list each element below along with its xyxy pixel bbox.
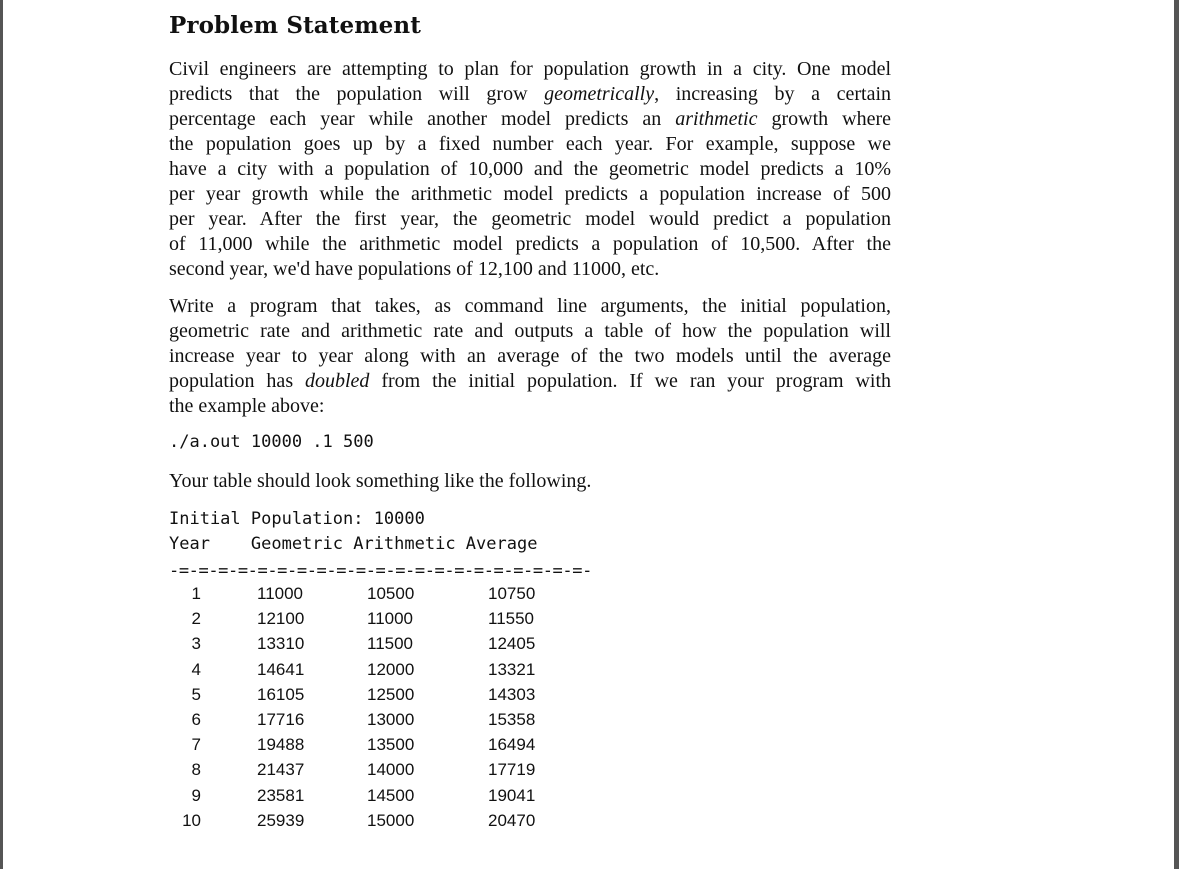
- geometric-cell: 19488: [257, 735, 305, 755]
- geometric-cell: 12100: [257, 609, 305, 629]
- geometric-cell: 25939: [257, 810, 305, 830]
- paragraph-line: the population goes up by a fixed number each year. For example, suppose we: [169, 133, 891, 155]
- paragraph-line: per year growth while the arithmetic model predicts a population increase of 500: [169, 183, 891, 205]
- arithmetic-cell: 14000: [367, 760, 415, 780]
- year-cell: 6: [191, 709, 201, 729]
- average-cell: 12405: [488, 634, 536, 654]
- average-cell: 13321: [488, 659, 536, 679]
- command-example: ./a.out 10000 .1 500: [169, 432, 374, 452]
- arithmetic-cell: 15000: [367, 810, 415, 830]
- year-cell: 2: [191, 609, 201, 629]
- paragraph-line: population has doubled from the initial population. If we ran your program with: [169, 370, 891, 392]
- year-cell: 10: [182, 810, 201, 830]
- average-cell: 19041: [488, 785, 536, 805]
- geometric-cell: 21437: [257, 760, 305, 780]
- average-cell: 17719: [488, 760, 536, 780]
- arithmetic-cell: 11500: [367, 634, 414, 654]
- geometric-cell: 16105: [257, 684, 305, 704]
- average-cell: 15358: [488, 709, 536, 729]
- paragraph-line: Write a program that takes, as command line arguments, the initial population,: [169, 295, 891, 317]
- year-cell: 9: [191, 785, 201, 805]
- paragraph-line: Civil engineers are attempting to plan for population growth in a city. One model: [169, 58, 891, 80]
- geometric-cell: 13310: [257, 634, 305, 654]
- table-header: Year Geometric Arithmetic Average: [169, 534, 538, 554]
- paragraph-line: predicts that the population will grow geometrically, increasing by a certain: [169, 83, 892, 105]
- year-cell: 5: [191, 684, 201, 704]
- average-cell: 11550: [488, 609, 535, 629]
- year-cell: 1: [191, 584, 201, 603]
- paragraph-line: the example above:: [169, 395, 325, 417]
- paragraph-line: increase year to year along with an average of the two models until the average: [169, 345, 891, 367]
- geometric-cell: 17716: [257, 709, 305, 729]
- page-title: Problem Statement: [169, 12, 421, 39]
- paragraph-line: geometric rate and arithmetic rate and outputs a table of how the population will: [169, 320, 891, 342]
- average-cell: 14303: [488, 684, 536, 704]
- geometric-cell: 14641: [257, 659, 305, 679]
- paragraph-problem-description: [169, 57, 891, 282]
- arithmetic-cell: 12500: [367, 684, 415, 704]
- geometric-cell: 23581: [257, 785, 305, 805]
- paragraph-task: [169, 294, 891, 419]
- scrollbar-right[interactable]: [1174, 0, 1179, 869]
- paragraph-line: of 11,000 while the arithmetic model predicts a population of 10,500. After the: [169, 233, 891, 255]
- year-cell: 4: [191, 659, 201, 679]
- arithmetic-cell: 13500: [367, 735, 415, 755]
- average-cell: 16494: [488, 735, 536, 755]
- table-intro: Your table should look something like the following.: [169, 470, 592, 492]
- page-edge-left: [0, 0, 3, 869]
- arithmetic-cell: 13000: [367, 709, 415, 729]
- arithmetic-cell: 11000: [367, 609, 414, 629]
- average-cell: 10750: [488, 584, 536, 603]
- arithmetic-cell: 14500: [367, 785, 415, 805]
- geometric-cell: 11000: [257, 584, 304, 603]
- paragraph-line: percentage each year while another model predicts an arithmetic growth where: [169, 108, 891, 130]
- paragraph-line: per year. After the first year, the geometric model would predict a population: [169, 208, 891, 230]
- arithmetic-cell: 10500: [367, 584, 415, 603]
- year-cell: 3: [191, 634, 201, 654]
- paragraph-line: have a city with a population of 10,000 and the geometric model predicts a 10%: [169, 158, 891, 180]
- paragraph-line: second year, we'd have populations of 12,100 and 11000, etc.: [169, 258, 660, 280]
- year-cell: 7: [191, 735, 201, 755]
- initial-population-line: Initial Population: 10000: [169, 509, 425, 529]
- year-cell: 8: [191, 760, 201, 780]
- average-cell: 20470: [488, 810, 536, 830]
- table-separator: -=-=-=-=-=-=-=-=-=-=-=-=-=-=-=-=-=-=-=-=-=-: [169, 561, 592, 581]
- arithmetic-cell: 12000: [367, 659, 415, 679]
